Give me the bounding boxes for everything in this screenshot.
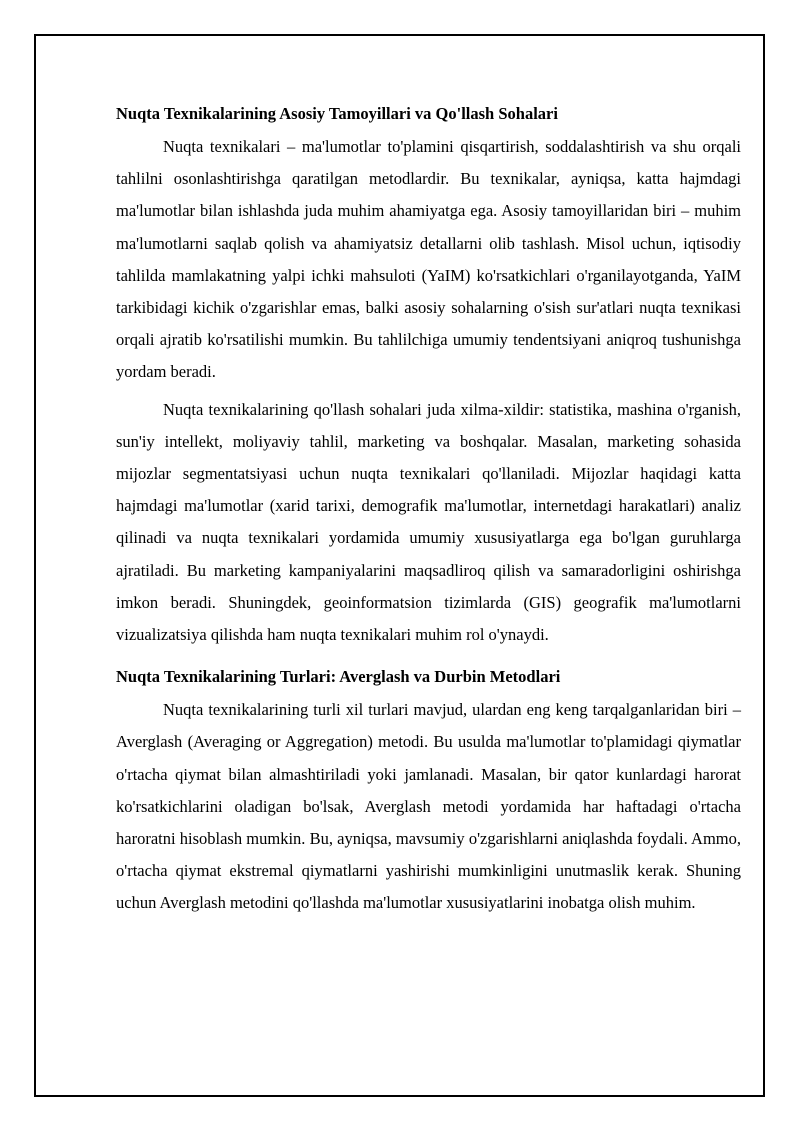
paragraph: Nuqta texnikalari – ma'lumotlar to'plamini qisqartirish, soddalashtirish va shu orqali tahlilni osonlashtirishga qaratilgan metodlardir. Bu texnikalar, ayniqsa, katta hajmdagi ma'lumotlar bilan ishlashda juda muhim ahamiyatga ega. Asosiy tamoyillaridan biri – muhim ma'lumotlarni saqlab qolish va ahamiyatsiz detallarni olib tashlash. Misol uchun, iqtisodiy tahlilda mamlakatning yalpi ichki mahsuloti (YaIM) ko'rsatkichlari o'rganilayotganda, YaIM tarkibidagi kichik o'zgarishlar emas, balki asosiy sohalarning o'sish sur'atlari nuqta texnikasi orqali ajratib ko'rsatilishi mumkin. Bu tahlilchiga umumiy tendentsiyani aniqroq tushunishga yordam beradi. [116,137,741,382]
section-heading: Nuqta Texnikalarining Turlari: Averglash va Durbin Metodlari [116,667,561,687]
document-body [116,98,741,920]
paragraph: Nuqta texnikalarining qo'llash sohalari juda xilma-xildir: statistika, mashina o'rganish, sun'iy intellekt, moliyaviy tahlil, marketing va boshqalar. Masalan, marketing sohasida mijozlar segmentatsiyasi uchun nuqta texnikalari qo'llaniladi. Mijozlar haqidagi katta hajmdagi ma'lumotlar (xarid tarixi, demografik ma'lumotlar, internetdagi harakatlari) analiz qilinadi va nuqta texnikalari yordamida umumiy xususiyatlarga ega bo'lgan guruhlarga ajratiladi. Bu marketing kampaniyalarini maqsadliroq qilish va samaradorligini oshirishga imkon beradi. Shuningdek, geoinformatsion tizimlarda (GIS) geografik ma'lumotlarni vizualizatsiya qilishda ham nuqta texnikalari muhim rol o'ynaydi. [116,399,741,645]
section-types [116,661,741,919]
section-principles [116,98,741,651]
section-heading: Nuqta Texnikalarining Asosiy Tamoyillari va Qo'llash Sohalari [116,104,558,123]
paragraph: Nuqta texnikalarining turli xil turlari mavjud, ulardan eng keng tarqalganlaridan biri – Averglash (Averaging or Aggregation) metodi. Bu usulda ma'lumotlar to'plamidagi qiymatlar o'rtacha qiymat bilan almashtiriladi yoki jamlanadi. Masalan, bir qator kunlardagi harorat ko'rsatkichlarini oladigan bo'lsak, Averglash metodi yordamida har haftadagi o'rtacha haroratni hisoblash mumkin. Bu, ayniqsa, mavsumiy o'zgarishlarni aniqlashda foydali. Ammo, o'rtacha qiymat ekstremal qiymatlarni yashirishi mumkinligini unutmaslik kerak. Shuning uchun Averglash metodini qo'llashda ma'lumotlar xususiyatlarini inobatga olish muhim. [116,700,741,913]
